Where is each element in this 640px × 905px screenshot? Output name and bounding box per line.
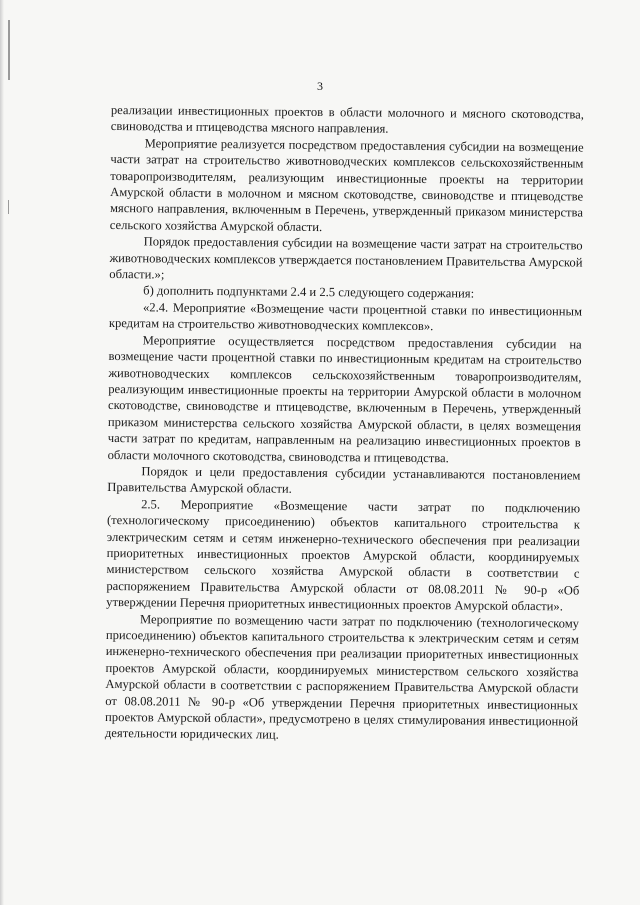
paragraph: 2.5. Мероприятие «Возмещение части затрат по подключению (технологическому присоединению) объектов капитального строительства к электрическим сетям и сетям инженерно-технического обеспечения при реализации приоритетных инвестиционных проектов Амурской области, координируемых министерством сельского хозяйства Амурской области в соответствии с распоряжением Правительства Амурской области от 08.08.2011 № 90-р «Об утверждении Перечня приоритетных инвестиционных проектов Амурской области». xyxy=(106,497,581,614)
page-number: 3 xyxy=(317,79,323,93)
paragraph: Порядок предоставления субсидии на возмещение части затрат на строительство животноводческих комплексов утверждается постановлением Правительства Амурской области.»; xyxy=(109,234,583,282)
paragraph: реализации инвестиционных проектов в области молочного и мясного скотоводства, свиноводства и птицеводства мясного направления. xyxy=(110,102,584,137)
document-body xyxy=(105,102,584,746)
paragraph: Мероприятие по возмещению части затрат по подключению (технологическому присоединению) объектов капитального строительства к электрическим сетям и сетям инженерно-технического обеспечения при реализации приоритетных инвестиционных проектов Амурской области, координируемых министерством сельского хозяйства Амурской области в соответствии с распоряжением Правительства Амурской области от 08.08.2011 № 90-р «Об утверждении Перечня приоритетных инвестиционных проектов Амурской области», предусмотрено в целях стимулирования инвестиционной деятельности юридических лиц. xyxy=(104,611,580,743)
paragraph: Мероприятие реализуется посредством предоставления субсидии на возмещение части затрат на строительство животноводческих комплексов сельскохозяйственным товаропроизводителям, реализующим инвестиционные проекты на территории Амурской области в молочном и мясном скотоводстве, свиноводстве и птицеводстве мясного направления, включенным в Перечень, утвержденный приказом министерства сельского хозяйства Амурской области. xyxy=(109,136,584,234)
paragraph: б) дополнить подпунктами 2.4 и 2.5 следующего содержания: xyxy=(143,283,475,301)
paragraph: Мероприятие осуществляется посредством предоставления субсидии на возмещение части процентной ставки по инвестиционным кредитам на строительство животноводческих комплексов сельскохозяйственным товаропроизводителям, реализующим инвестиционные проекты на территории Амурской области в молочном скотоводстве, свиноводстве и птицеводстве, включенным в Перечень, утвержденный приказом министерства сельского хозяйства Амурской области, в целях возмещения части затрат по кредитам, направленным на реализацию инвестиционных проектов в области молочного скотоводства, свиноводства и птицеводства. xyxy=(107,333,582,465)
paragraph: Порядок и цели предоставления субсидии устанавливаются постановлением Правительства Амурской области. xyxy=(107,464,581,497)
scan-margin-mark xyxy=(8,200,9,214)
paragraph: «2.4. Мероприятие «Возмещение части процентной ставки по инвестиционным кредитам на строительство животноводческих комплексов». xyxy=(108,300,583,334)
scan-margin-mark xyxy=(8,20,10,80)
scan-edge-shadow xyxy=(0,0,4,905)
